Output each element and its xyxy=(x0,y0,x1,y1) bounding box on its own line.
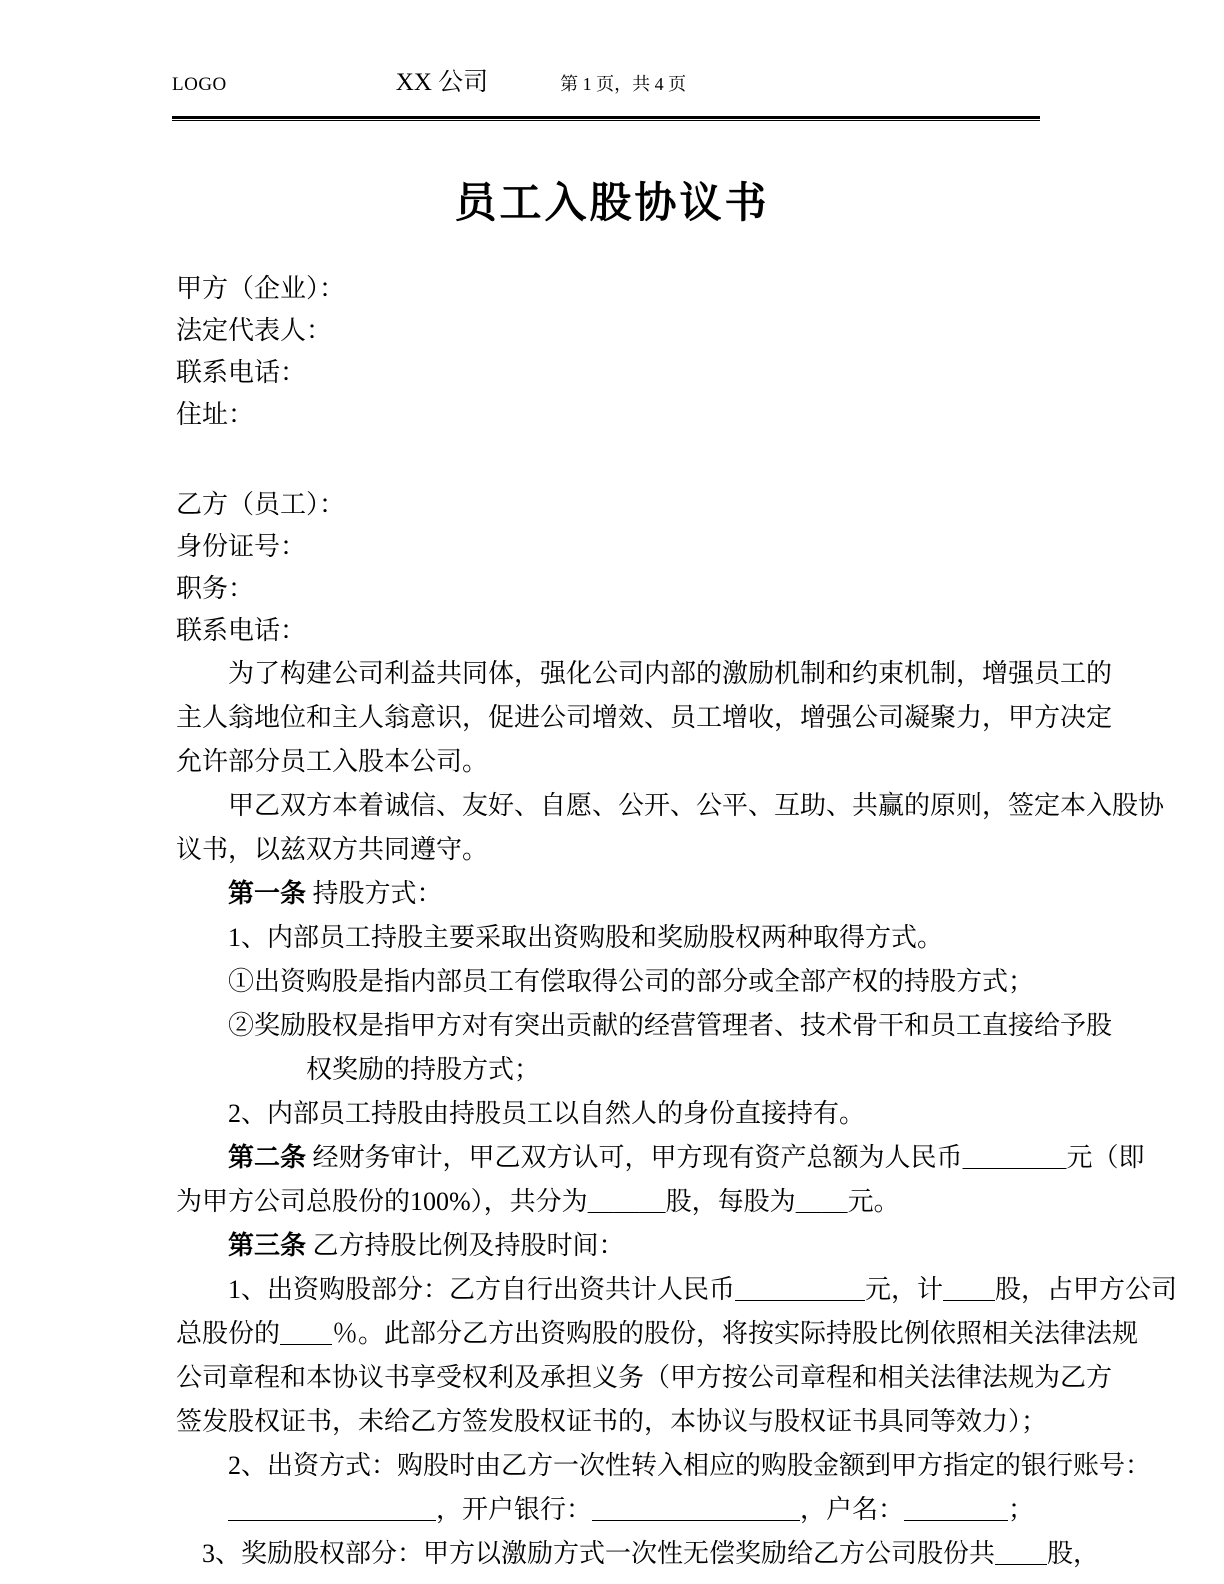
preamble-line: 甲乙双方本着诚信、友好、自愿、公开、公平、互助、共赢的原则，签定本入股协 xyxy=(176,791,1165,820)
preamble-line: 议书，以兹双方共同遵守。 xyxy=(176,835,489,864)
party-a-block xyxy=(176,268,1044,436)
clause-heading-text-3: 乙方持股比例及持股时间： xyxy=(306,1231,625,1260)
clause-item: 为甲方公司总股份的100%），共分为＿＿＿股，每股为＿＿元。 xyxy=(176,1187,900,1216)
preamble-paragraph xyxy=(176,784,1165,872)
clause-heading-2 xyxy=(176,1136,1145,1180)
clause-item-continuation: 总股份的＿＿％。此部分乙方出资购股的股份，将按实际持股比例依照相关法律法规 xyxy=(176,1319,1139,1348)
clause-item-continuation: 公司章程和本协议书享受权利及承担义务（甲方按公司章程和相关法律法规为乙方 xyxy=(176,1363,1113,1392)
preamble-line: 主人翁地位和主人翁意识，促进公司增效、员工增收，增强公司凝聚力，甲方决定 xyxy=(176,703,1113,732)
clause-number-2: 第二条 xyxy=(228,1143,307,1173)
clause-number-3: 第三条 xyxy=(228,1231,307,1261)
clause-item: ②奖励股权是指甲方对有突出贡献的经营管理者、技术骨干和员工直接给予股 xyxy=(228,1011,1113,1040)
party-b-line: 身份证号： xyxy=(176,532,307,561)
party-b-block xyxy=(176,484,1044,652)
page-header xyxy=(172,62,1040,120)
clause-item: 1、内部员工持股主要采取出资购股和奖励股权两种取得方式。 xyxy=(228,923,944,952)
header-divider-rule xyxy=(172,116,1040,121)
clause-item: 2、内部员工持股由持股员工以自然人的身份直接持有。 xyxy=(228,1099,866,1128)
clause-heading-1 xyxy=(176,872,1044,916)
preamble-line: 为了构建公司利益共同体，强化公司内部的激励机制和约束机制，增强员工的 xyxy=(176,659,1113,688)
clause-heading-3 xyxy=(176,1224,1044,1268)
party-a-line: 法定代表人： xyxy=(176,316,333,345)
party-a-line: 联系电话： xyxy=(176,358,307,387)
party-b-line: 职务： xyxy=(176,574,255,603)
clause-item: 2、出资方式：购股时由乙方一次性转入相应的购股金额到甲方指定的银行账号： xyxy=(228,1451,1152,1480)
clause-block-1 xyxy=(176,872,1113,1136)
party-separator xyxy=(176,436,1044,484)
header-row xyxy=(172,62,1040,106)
clause-item: 1、出资购股部分：乙方自行出资共计人民币＿＿＿＿＿元，计＿＿股，占甲方公司 xyxy=(228,1275,1178,1304)
document-title: 员工入股协议书 xyxy=(454,178,770,227)
clause-item-continuation: ＿＿＿＿＿＿＿＿，开户银行：＿＿＿＿＿＿＿＿，户名：＿＿＿＿； xyxy=(228,1495,1035,1524)
clause-block-3 xyxy=(176,1224,1178,1576)
clause-item-continuation: 签发股权证书，未给乙方签发股权证书的，本协议与股权证书具同等效力）； xyxy=(176,1407,1048,1436)
party-b-line: 乙方（员工）： xyxy=(176,490,346,519)
clause-heading-text-1: 持股方式： xyxy=(306,879,443,908)
clause-block-2 xyxy=(176,1136,1145,1224)
preamble-line: 允许部分员工入股本公司。 xyxy=(176,747,489,776)
header-page-number: 第 1 页，共 4 页 xyxy=(560,74,687,94)
header-logo: LOGO xyxy=(172,74,227,95)
clause-number-1: 第一条 xyxy=(228,879,307,909)
party-a-line: 甲方（企业）： xyxy=(176,274,346,303)
party-a-line: 住址： xyxy=(176,400,255,429)
clause-item: 3、奖励股权部分：甲方以激励方式一次性无偿奖励给乙方公司股份共＿＿股， xyxy=(202,1539,1100,1568)
party-b-line: 联系电话： xyxy=(176,616,307,645)
clause-item-continuation: 权奖励的持股方式； xyxy=(228,1055,541,1084)
document-body xyxy=(176,268,1178,1576)
header-company-name: XX 公司 xyxy=(395,69,489,96)
clause-item: ①出资购股是指内部员工有偿取得公司的部分或全部产权的持股方式； xyxy=(228,967,1035,996)
clause-heading-text-2: 经财务审计，甲乙双方认可，甲方现有资产总额为人民币＿＿＿＿元（即 xyxy=(306,1143,1145,1172)
preamble-paragraph xyxy=(176,652,1113,784)
